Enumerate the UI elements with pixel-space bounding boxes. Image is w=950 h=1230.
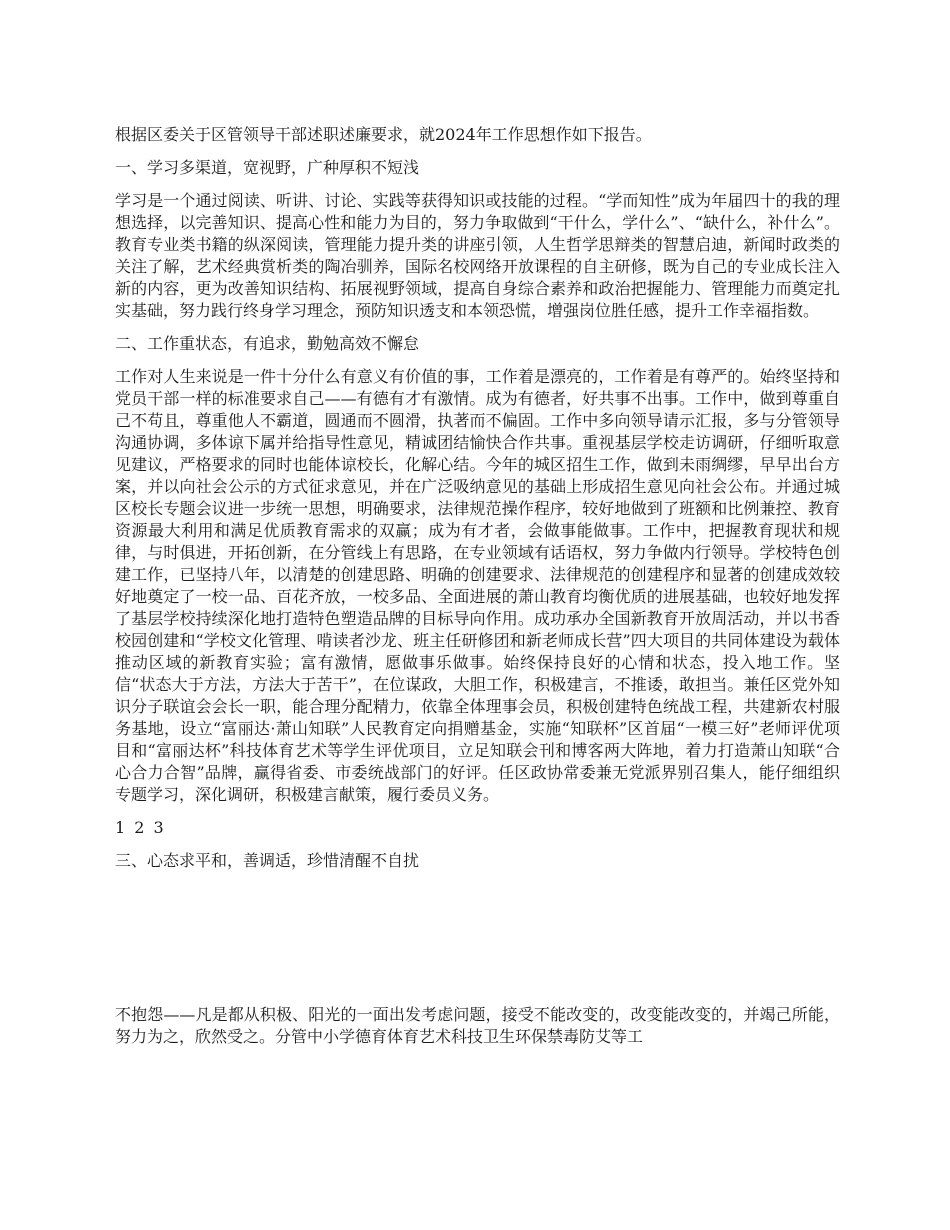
blank-space [115, 883, 840, 1004]
section-heading-learning: 一、学习多渠道，宽视野，广种厚积不短浅 [115, 158, 420, 177]
section-body-learning: 学习是一个通过阅读、听讲、讨论、实践等获得知识或技能的过程。“学而知性”成为年届四十的我的理想选择，以完善知识、提高心性和能力为目的，努力争取做到“干什么，学什么”、“缺什么，补什么”。教育专业类书籍的纵深阅读，管理能力提升类的讲座引领，人生哲学思辩类的智慧启迪，新闻时政类的关注了解，艺术经典赏析类的陶冶驯养，国际名校网络开放课程的自主研修，既为自己的专业成长注入新的内容，更为改善知识结构、拓展视野领域，提高自身综合素养和政治把握能力、管理能力而奠定扎实基础，努力践行终身学习理念，预防知识透支和本领恐慌，增强岗位胜任感，提升工作幸福指数。 [115, 191, 840, 320]
intro-paragraph: 根据区委关于区管领导干部述职述廉要求，就2024年工作思想作如下报告。 [115, 125, 652, 144]
document-page [115, 124, 840, 1059]
section-heading-mindset: 三、心态求平和，善调适，珍惜清醒不自扰 [115, 851, 420, 870]
section-heading-work: 二、工作重状态，有追求，勤勉高效不懈怠 [115, 334, 420, 353]
section-body-work: 工作对人生来说是一件十分什么有意义有价值的事，工作着是漂亮的，工作着是有尊严的。始终坚持和党员干部一样的标准要求自己——有德有才有激情。成为有德者，好共事不出事。工作中，做到尊重自己不苟且，尊重他人不霸道，圆通而不圆滑，执著而不偏固。工作中多向领导请示汇报，多与分管领导沟通协调，多体谅下属并给指导性意见，精诚团结愉快合作共事。重视基层学校走访调研，仔细听取意见建议，严格要求的同时也能体谅校长，化解心结。今年的城区招生工作，做到未雨绸缪，早早出台方案，并以向社会公示的方式征求意见，并在广泛吸纳意见的基础上形成招生意见向社会公布。并通过城区校长专题会议进一步统一思想，明确要求，法律规范操作程序，较好地做到了班额和比例兼控、教育资源最大利用和满足优质教育需求的双赢；成为有才者，会做事能做事。工作中，把握教育现状和规律，与时俱进，开拓创新，在分管线上有思路，在专业领域有话语权，努力争做内行领导。学校特色创建工作，已坚持八年，以清楚的创建思路、明确的创建要求、法律规范的创建程序和显著的创建成效较好地奠定了一校一品、百花齐放，一校多品、全面进展的萧山教育均衡优质的进展基础，也较好地发挥了基层学校持续深化地打造特色塑造品牌的目标导向作用。成功承办全国新教育开放周活动，并以书香校园创建和“学校文化管理、啃读者沙龙、班主任研修团和新老师成长营”四大项目的共同体建设为载体推动区域的新教育实验；富有激情，愿做事乐做事。始终保持良好的心情和状态，投入地工作。坚信“状态大于方法，方法大于苦干”，在位谋政，大胆工作，积极建言，不推诿，敢担当。兼任区党外知识分子联谊会会长一职，能合理分配精力，依靠全体理事会员，积极创建特色统战工程，共建新农村服务基地，设立“富丽达·萧山知联”人民教育定向捐赠基金，实施“知联杯”区首届“一模三好”老师评优项目和“富丽达杯”科技体育艺术等学生评优项目，立足知联会刊和博客两大阵地，着力打造萧山知联“合心合力合智”品牌，赢得省委、市委统战部门的好评。任区政协常委兼无党派界别召集人，能仔细组织专题学习，深化调研，积极建言献策，履行委员义务。 [115, 367, 840, 804]
page-numbers: 1 2 3 [115, 818, 166, 837]
section-body-mindset: 不抱怨——凡是都从积极、阳光的一面出发考虑问题，接受不能改变的，改变能改变的，并竭己所能，努力为之，欣然受之。分管中小学德育体育艺术科技卫生环保禁毒防艾等工 [115, 1005, 840, 1046]
